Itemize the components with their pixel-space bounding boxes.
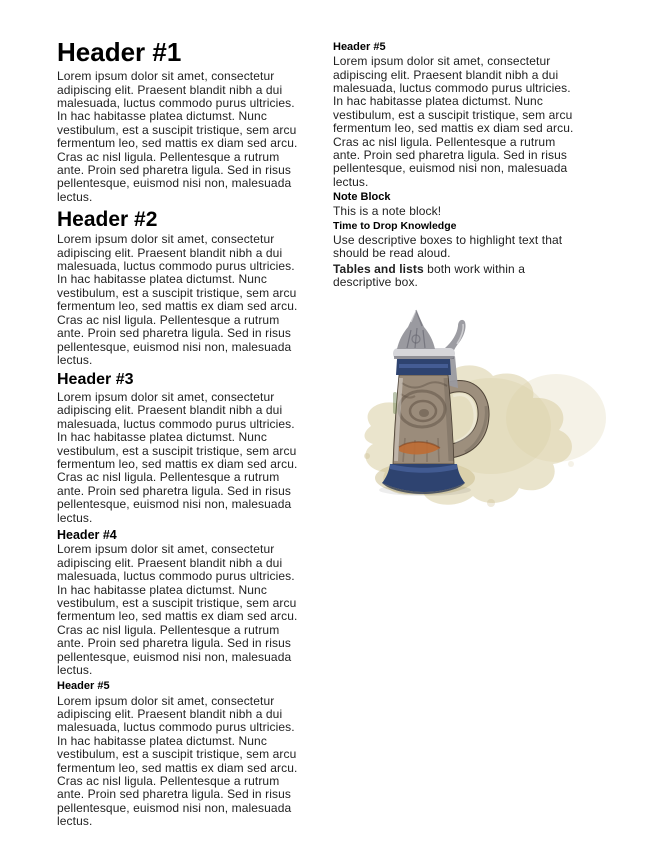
right-column xyxy=(333,38,583,831)
blue-base xyxy=(382,464,465,494)
descriptive-block-title: Time to Drop Knowledge xyxy=(333,220,457,233)
note-block xyxy=(333,191,583,218)
section-5-right xyxy=(333,41,583,189)
stein-illustration xyxy=(341,306,633,518)
body-paragraph: Lorem ipsum dolor sit amet, consectetur adipiscing elit. Praesent blandit nibh a dui malesuada, luctus commodo purus ultricies. In hac habitasse platea dictumst. Nunc vestibulum, est a suscipit tristique, sem arcu fermentum leo, sed mattis ex diam sed arcu. Cras ac nisl ligula. Pellentesque a rutrum ante. Proin sed pharetra ligula. Sed in risus pellentesque, euismod nisi non, malesuada lectus. xyxy=(57,69,298,204)
stein-body xyxy=(393,375,454,464)
blue-top-band xyxy=(396,359,451,375)
body-paragraph: Lorem ipsum dolor sit amet, consectetur adipiscing elit. Praesent blandit nibh a dui malesuada, luctus commodo purus ultricies. In hac habitasse platea dictumst. Nunc vestibulum, est a suscipit tristique, sem arcu fermentum leo, sed mattis ex diam sed arcu. Cras ac nisl ligula. Pellentesque a rutrum ante. Proin sed pharetra ligula. Sed in risus pellentesque, euismod nisi non, malesuada lectus. xyxy=(57,232,298,367)
section-2 xyxy=(57,208,307,367)
header-5: Header #5 xyxy=(333,41,386,53)
header-4: Header #4 xyxy=(57,527,117,542)
stein-svg xyxy=(341,306,633,518)
section-3 xyxy=(57,371,307,525)
descriptive-block-text-2 xyxy=(333,263,583,290)
pewter-lid xyxy=(393,310,455,359)
header-5: Header #5 xyxy=(57,680,110,693)
body-paragraph: Lorem ipsum dolor sit amet, consectetur adipiscing elit. Praesent blandit nibh a dui malesuada, luctus commodo purus ultricies. In hac habitasse platea dictumst. Nunc vestibulum, est a suscipit tristique, sem arcu fermentum leo, sed mattis ex diam sed arcu. Cras ac nisl ligula. Pellentesque a rutrum ante. Proin sed pharetra ligula. Sed in risus pellentesque, euismod nisi non, malesuada lectus. xyxy=(333,54,574,189)
descriptive-block-text: Use descriptive boxes to highlight text that should be read aloud. xyxy=(333,233,563,261)
two-column-layout xyxy=(57,38,612,831)
body-paragraph: Lorem ipsum dolor sit amet, consectetur adipiscing elit. Praesent blandit nibh a dui malesuada, luctus commodo purus ultricies. In hac habitasse platea dictumst. Nunc vestibulum, est a suscipit tristique, sem arcu fermentum leo, sed mattis ex diam sed arcu. Cras ac nisl ligula. Pellentesque a rutrum ante. Proin sed pharetra ligula. Sed in risus pellentesque, euismod nisi non, malesuada lectus. xyxy=(57,389,298,525)
descriptive-text-after-bold: both work within a descriptive box. xyxy=(333,261,526,290)
header-3: Header #3 xyxy=(57,371,134,389)
body-paragraph: Lorem ipsum dolor sit amet, consectetur adipiscing elit. Praesent blandit nibh a dui malesuada, luctus commodo purus ultricies. In hac habitasse platea dictumst. Nunc vestibulum, est a suscipit tristique, sem arcu fermentum leo, sed mattis ex diam sed arcu. Cras ac nisl ligula. Pellentesque a rutrum ante. Proin sed pharetra ligula. Sed in risus pellentesque, euismod nisi non, malesuada lectus. xyxy=(57,693,298,829)
header-1: Header #1 xyxy=(57,37,182,67)
note-block-title: Note Block xyxy=(333,191,391,204)
descriptive-block xyxy=(333,220,583,289)
body-paragraph: Lorem ipsum dolor sit amet, consectetur adipiscing elit. Praesent blandit nibh a dui malesuada, luctus commodo purus ultricies. In hac habitasse platea dictumst. Nunc vestibulum, est a suscipit tristique, sem arcu fermentum leo, sed mattis ex diam sed arcu. Cras ac nisl ligula. Pellentesque a rutrum ante. Proin sed pharetra ligula. Sed in risus pellentesque, euismod nisi non, malesuada lectus. xyxy=(57,542,298,678)
note-block-text: This is a note block! xyxy=(333,204,442,218)
section-5 xyxy=(57,680,307,828)
left-column xyxy=(57,38,307,831)
descriptive-bold-lead: Tables and lists xyxy=(333,261,424,276)
section-4 xyxy=(57,528,307,677)
header-2: Header #2 xyxy=(57,208,158,232)
section-1 xyxy=(57,38,307,204)
